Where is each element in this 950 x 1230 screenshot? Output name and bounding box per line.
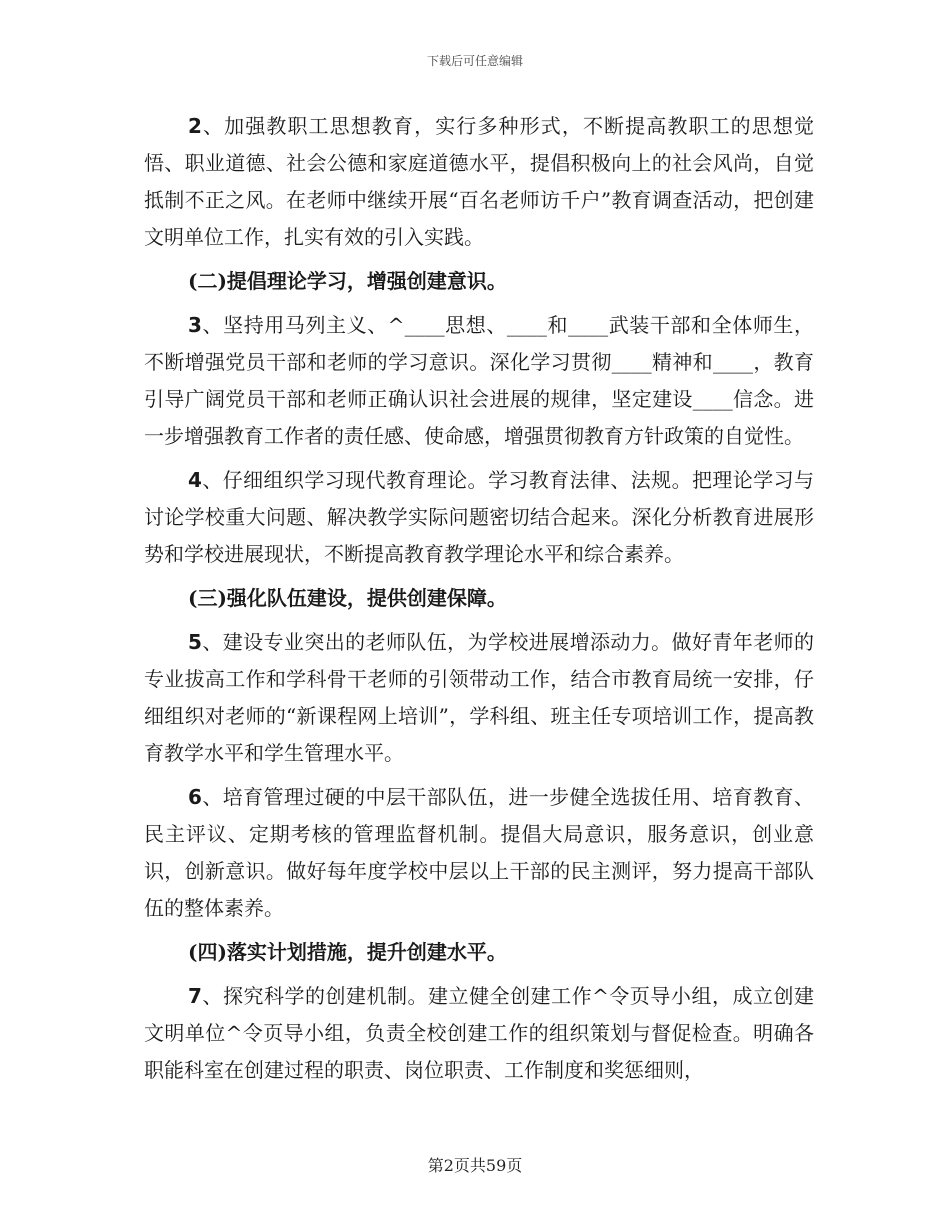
- paragraph-number: 5: [188, 630, 202, 654]
- paragraph-number: 3: [188, 313, 202, 337]
- paragraph-text: 、坚持用马列主义、^____思想、____和____武装干部和全体师生，不断增强党员干部和老师的学习意识。深化学习贯彻____精神和____，教育引导广阔党员干部和老师正确认识社会进展的规律，坚定建设____信念。进一步增强教育工作者的责任感、使命感，增强贯彻教育方针政策的自觉性。: [144, 313, 814, 448]
- paragraph-2: [144, 108, 814, 256]
- paragraph-number: 4: [188, 468, 202, 492]
- paragraph-number: 6: [188, 785, 202, 809]
- paragraph-text: 、加强教职工思想教育，实行多种形式，不断提高教职工的思想觉悟、职业道德、社会公德和家庭道德水平，提倡积极向上的社会风尚，自觉抵制不正之风。在老师中继续开展“百名老师访千户”教育调查活动，把创建文明单位工作，扎实有效的引入实践。: [144, 114, 814, 249]
- paragraph-text: 、仔细组织学习现代教育理论。学习教育法律、法规。把理论学习与讨论学校重大问题、解决教学实际问题密切结合起来。深化分析教育进展形势和学校进展现状，不断提高教育教学理论水平和综合素养。: [144, 468, 814, 566]
- section-heading-2: (二)提倡理论学习，增强创建意识。: [188, 269, 507, 293]
- paragraph-text: 、培育管理过硬的中层干部队伍，进一步健全选拔任用、培育教育、民主评议、定期考核的管理监督机制。提倡大局意识，服务意识，创业意识，创新意识。做好每年度学校中层以上干部的民主测评，努力提高干部队伍的整体素养。: [144, 785, 814, 920]
- page-number-footer: 第2页共59页: [427, 1156, 523, 1175]
- paragraph-6: [144, 779, 814, 927]
- paragraph-5: [144, 624, 814, 772]
- paragraph-number: 7: [188, 984, 202, 1008]
- section-heading-4: (四)落实计划措施，提升创建水平。: [188, 940, 507, 964]
- paragraph-text: 、建设专业突出的老师队伍，为学校进展增添动力。做好青年老师的专业拔高工作和学科骨干老师的引领带动工作，结合市教育局统一安排，仔细组织对老师的“新课程网上培训”，学科组、班主任专项培训工作，提高教育教学水平和学生管理水平。: [144, 630, 814, 765]
- section-heading-3: (三)强化队伍建设，提供创建保障。: [188, 586, 507, 610]
- header-note: 下载后可任意编辑: [426, 54, 523, 68]
- paragraph-7: [144, 978, 814, 1089]
- paragraph-4: [144, 462, 814, 573]
- paragraph-text: 、探究科学的创建机制。建立健全创建工作^令页导小组，成立创建文明单位^令页导小组，负责全校创建工作的组织策划与督促检查。明确各职能科室在创建过程的职责、岗位职责、工作制度和奖惩细则，: [144, 984, 814, 1082]
- document-body: [144, 108, 814, 1096]
- paragraph-number: 2: [188, 114, 202, 138]
- paragraph-3: [144, 307, 814, 455]
